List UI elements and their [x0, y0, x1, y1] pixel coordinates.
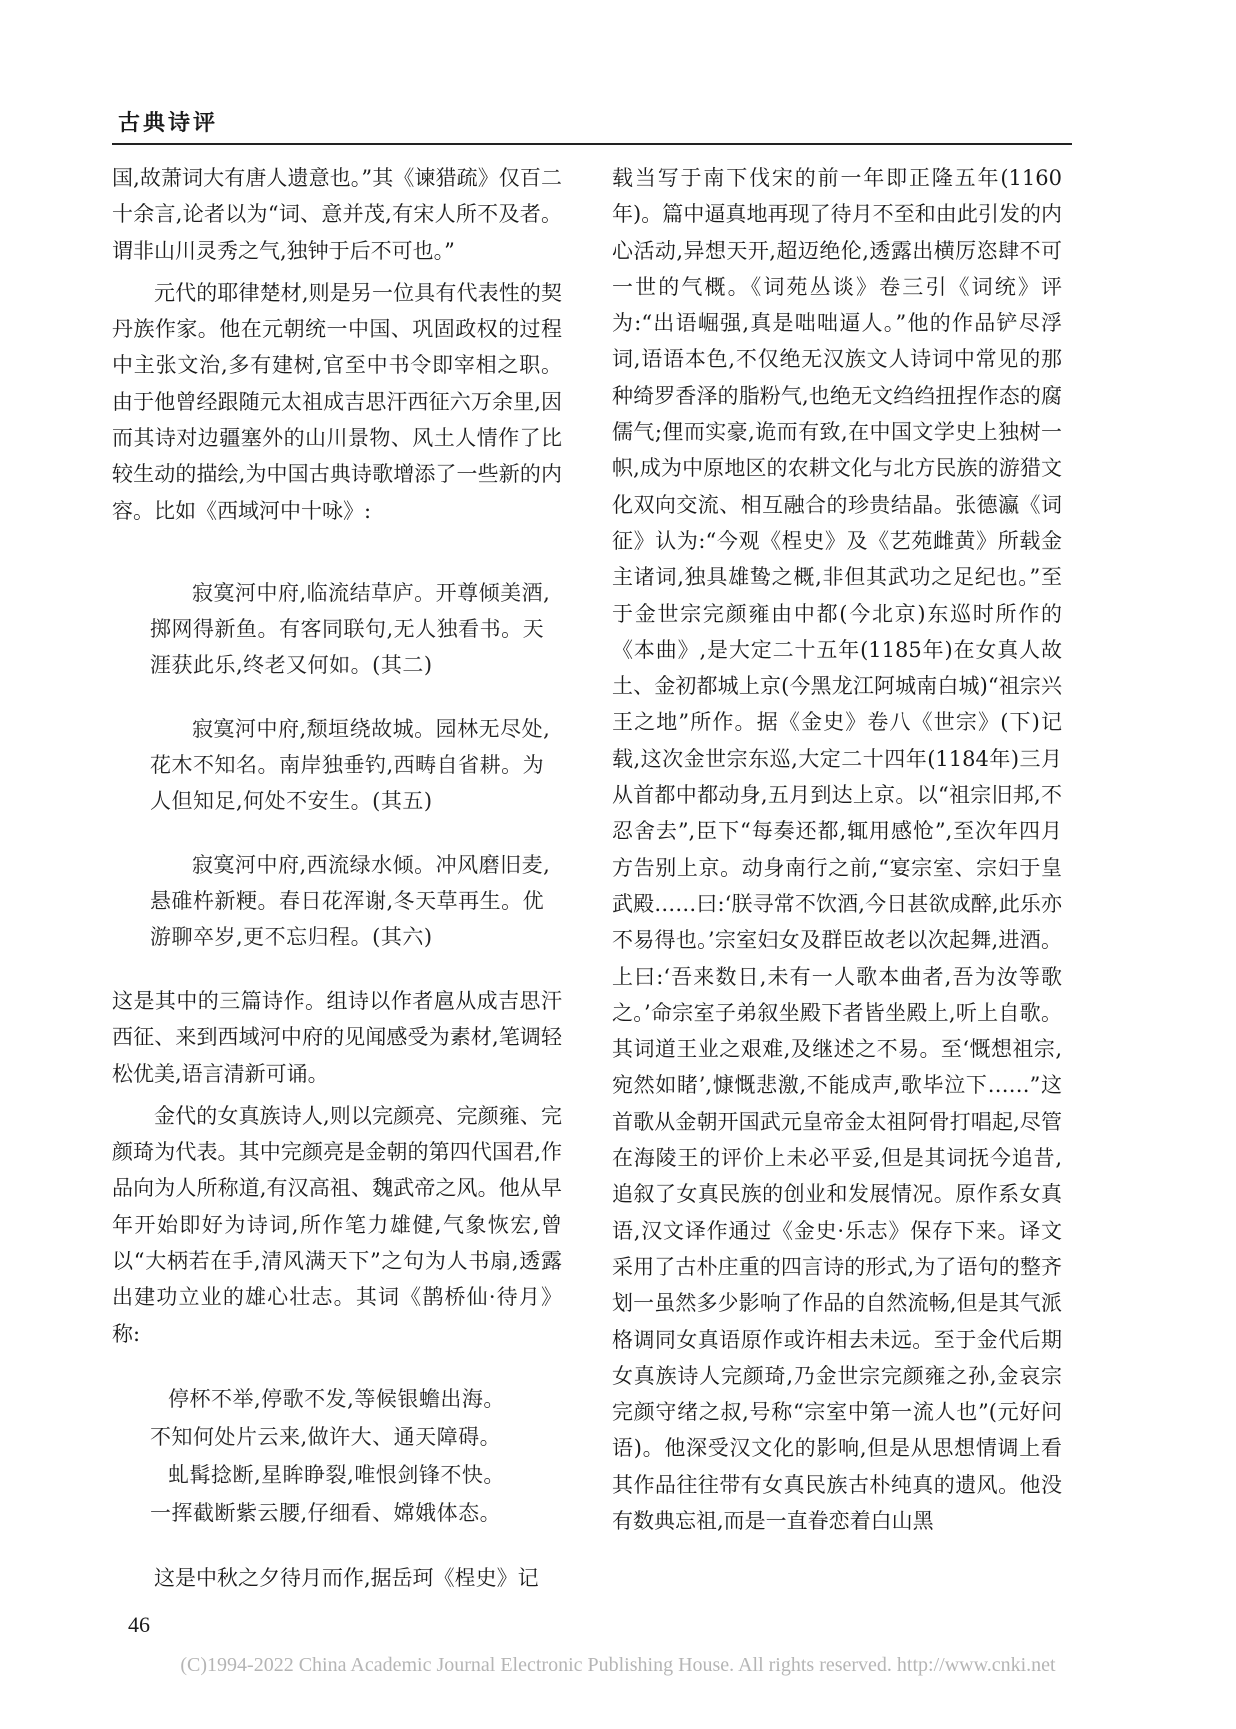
copyright-footer: (C)1994-2022 China Academic Journal Electronic Publishing House. All rights reserved. http://www.cnki.net — [180, 1654, 1056, 1676]
ci-line: 停杯不举,停歌不发,等候银蟾出海。 — [168, 1386, 505, 1411]
poem-quote: 寂寞河中府,颓垣绕故城。园林无尽处,花木不知名。南岸独垂钓,西畴自省耕。为人但知足,何处不安生。(其五) — [150, 716, 551, 813]
ci-line: 一挥截断紫云腰,仔细看、嫦娥体态。 — [150, 1500, 502, 1525]
paragraph: 载当写于南下伐宋的前一年即正隆五年(1160年)。篇中逼真地再现了待月不至和由此引发的内心活动,异想天开,超迈绝伦,透露出横厉恣肆不可一世的气概。《词苑丛谈》卷三引《词统》评为:“出语崛强,真是咄咄逼人。”他的作品铲尽浮词,语语本色,不仅绝无汉族文人诗词中常见的那种绮罗香泽的脂粉气,也绝无文绉绉扭捏作态的腐儒气;俚而实豪,诡而有致,在中国文学史上独树一帜,成为中原地区的农耕文化与北方民族的游猎文化双向交流、相互融合的珍贵结晶。张德瀛《词征》认为:“今观《桯史》及《艺苑雌黄》所载金主诸词,独具雄鸷之概,非但其武功之足纪也。”至于金世宗完颜雍由中都(今北京)东巡时所作的《本曲》,是大定二十五年(1185年)在女真人故土、金初都城上京(今黑龙江阿城南白城)“祖宗兴王之地”所作。据《金史》卷八《世宗》(下)记载,这次金世宗东巡,大定二十四年(1184年)三月从首都中都动身,五月到达上京。以“祖宗旧邦,不忍舍去”,臣下“每奏还都,辄用感怆”,至次年四月方告别上京。动身南行之前,“宴宗室、宗妇于皇武殿……曰:‘朕寻常不饮酒,今日甚欲成醉,此乐亦不易得也。’宗室妇女及群臣故老以次起舞,进酒。上曰:‘吾来数日,未有一人歌本曲者,吾为汝等歌之。’命宗室子弟叙坐殿下者皆坐殿上,听上自歌。其词道王业之艰难,及继述之不易。至‘慨想祖宗,宛然如睹’,慷慨悲激,不能成声,歌毕泣下……”这首歌从金朝开国武元皇帝金太祖阿骨打唱起,尽管在海陵王的评价上未必平妥,但是其词抚今追昔,追叙了女真民族的创业和发展情况。原作系女真语,汉文译作通过《金史·乐志》保存下来。译文采用了古朴庄重的四言诗的形式,为了语句的整齐划一虽然多少影响了作品的自然流畅,但是其气派格调同女真语原作或许相去未远。至于金代后期女真族诗人完颜琦,乃金世宗完颜雍之孙,金哀宗完颜守绪之叔,号称“宗室中第一流人也”(元好问语)。他深受汉文化的影响,但是从思想情调上看其作品往往带有女真民族古朴纯真的遗风。他没有数典忘祖,而是一直眷恋着白山黑 — [612, 166, 1062, 1533]
poem-quote: 寂寞河中府,临流结草庐。开尊倾美酒,掷网得新鱼。有客同联句,无人独看书。天涯获此乐,终老又何如。(其二) — [150, 580, 551, 677]
paragraph: 国,故萧词大有唐人遗意也。”其《谏猎疏》仅百二十余言,论者以为“词、意并茂,有宋人所不及者。谓非山川灵秀之气,独钟于后不可也。” — [112, 166, 562, 263]
poem-quote: 寂寞河中府,西流绿水倾。冲风磨旧麦,悬碓杵新粳。春日花浑谢,冬天草再生。优游聊卒岁,更不忘归程。(其六) — [150, 852, 551, 949]
ci-line: 虬髯捻断,星眸睁裂,唯恨剑锋不快。 — [168, 1462, 505, 1487]
ci-line: 不知何处片云来,做许大、通天障碍。 — [150, 1424, 502, 1449]
paragraph: 金代的女真族诗人,则以完颜亮、完颜雍、完颜琦为代表。其中完颜亮是金朝的第四代国君,作品向为人所称道,有汉高祖、魏武帝之风。他从早年开始即好为诗词,所作笔力雄健,气象恢宏,曾以“大柄若在手,清风满天下”之句为人书扇,透露出建功立业的雄心壮志。其词《鹊桥仙·待月》称: — [112, 1103, 562, 1346]
left-column — [112, 160, 562, 1596]
page-number: 46 — [128, 1612, 150, 1637]
header-rule — [112, 143, 1072, 145]
paragraph: 元代的耶律楚材,则是另一位具有代表性的契丹族作家。他在元朝统一中国、巩固政权的过程中主张文治,多有建树,官至中书令即宰相之职。由于他曾经跟随元太祖成吉思汗西征六万余里,因而其诗对边疆塞外的山川景物、风土人情作了比较生动的描绘,为中国古典诗歌增添了一些新的内容。比如《西域河中十咏》: — [112, 280, 562, 523]
paragraph: 这是其中的三篇诗作。组诗以作者扈从成吉思汗西征、来到西域河中府的见闻感受为素材,笔调轻松优美,语言清新可诵。 — [112, 988, 562, 1086]
page-header-title: 古典诗评 — [118, 110, 219, 136]
paragraph: 这是中秋之夕待月而作,据岳珂《桯史》记 — [154, 1565, 539, 1590]
right-column — [612, 160, 1062, 1539]
